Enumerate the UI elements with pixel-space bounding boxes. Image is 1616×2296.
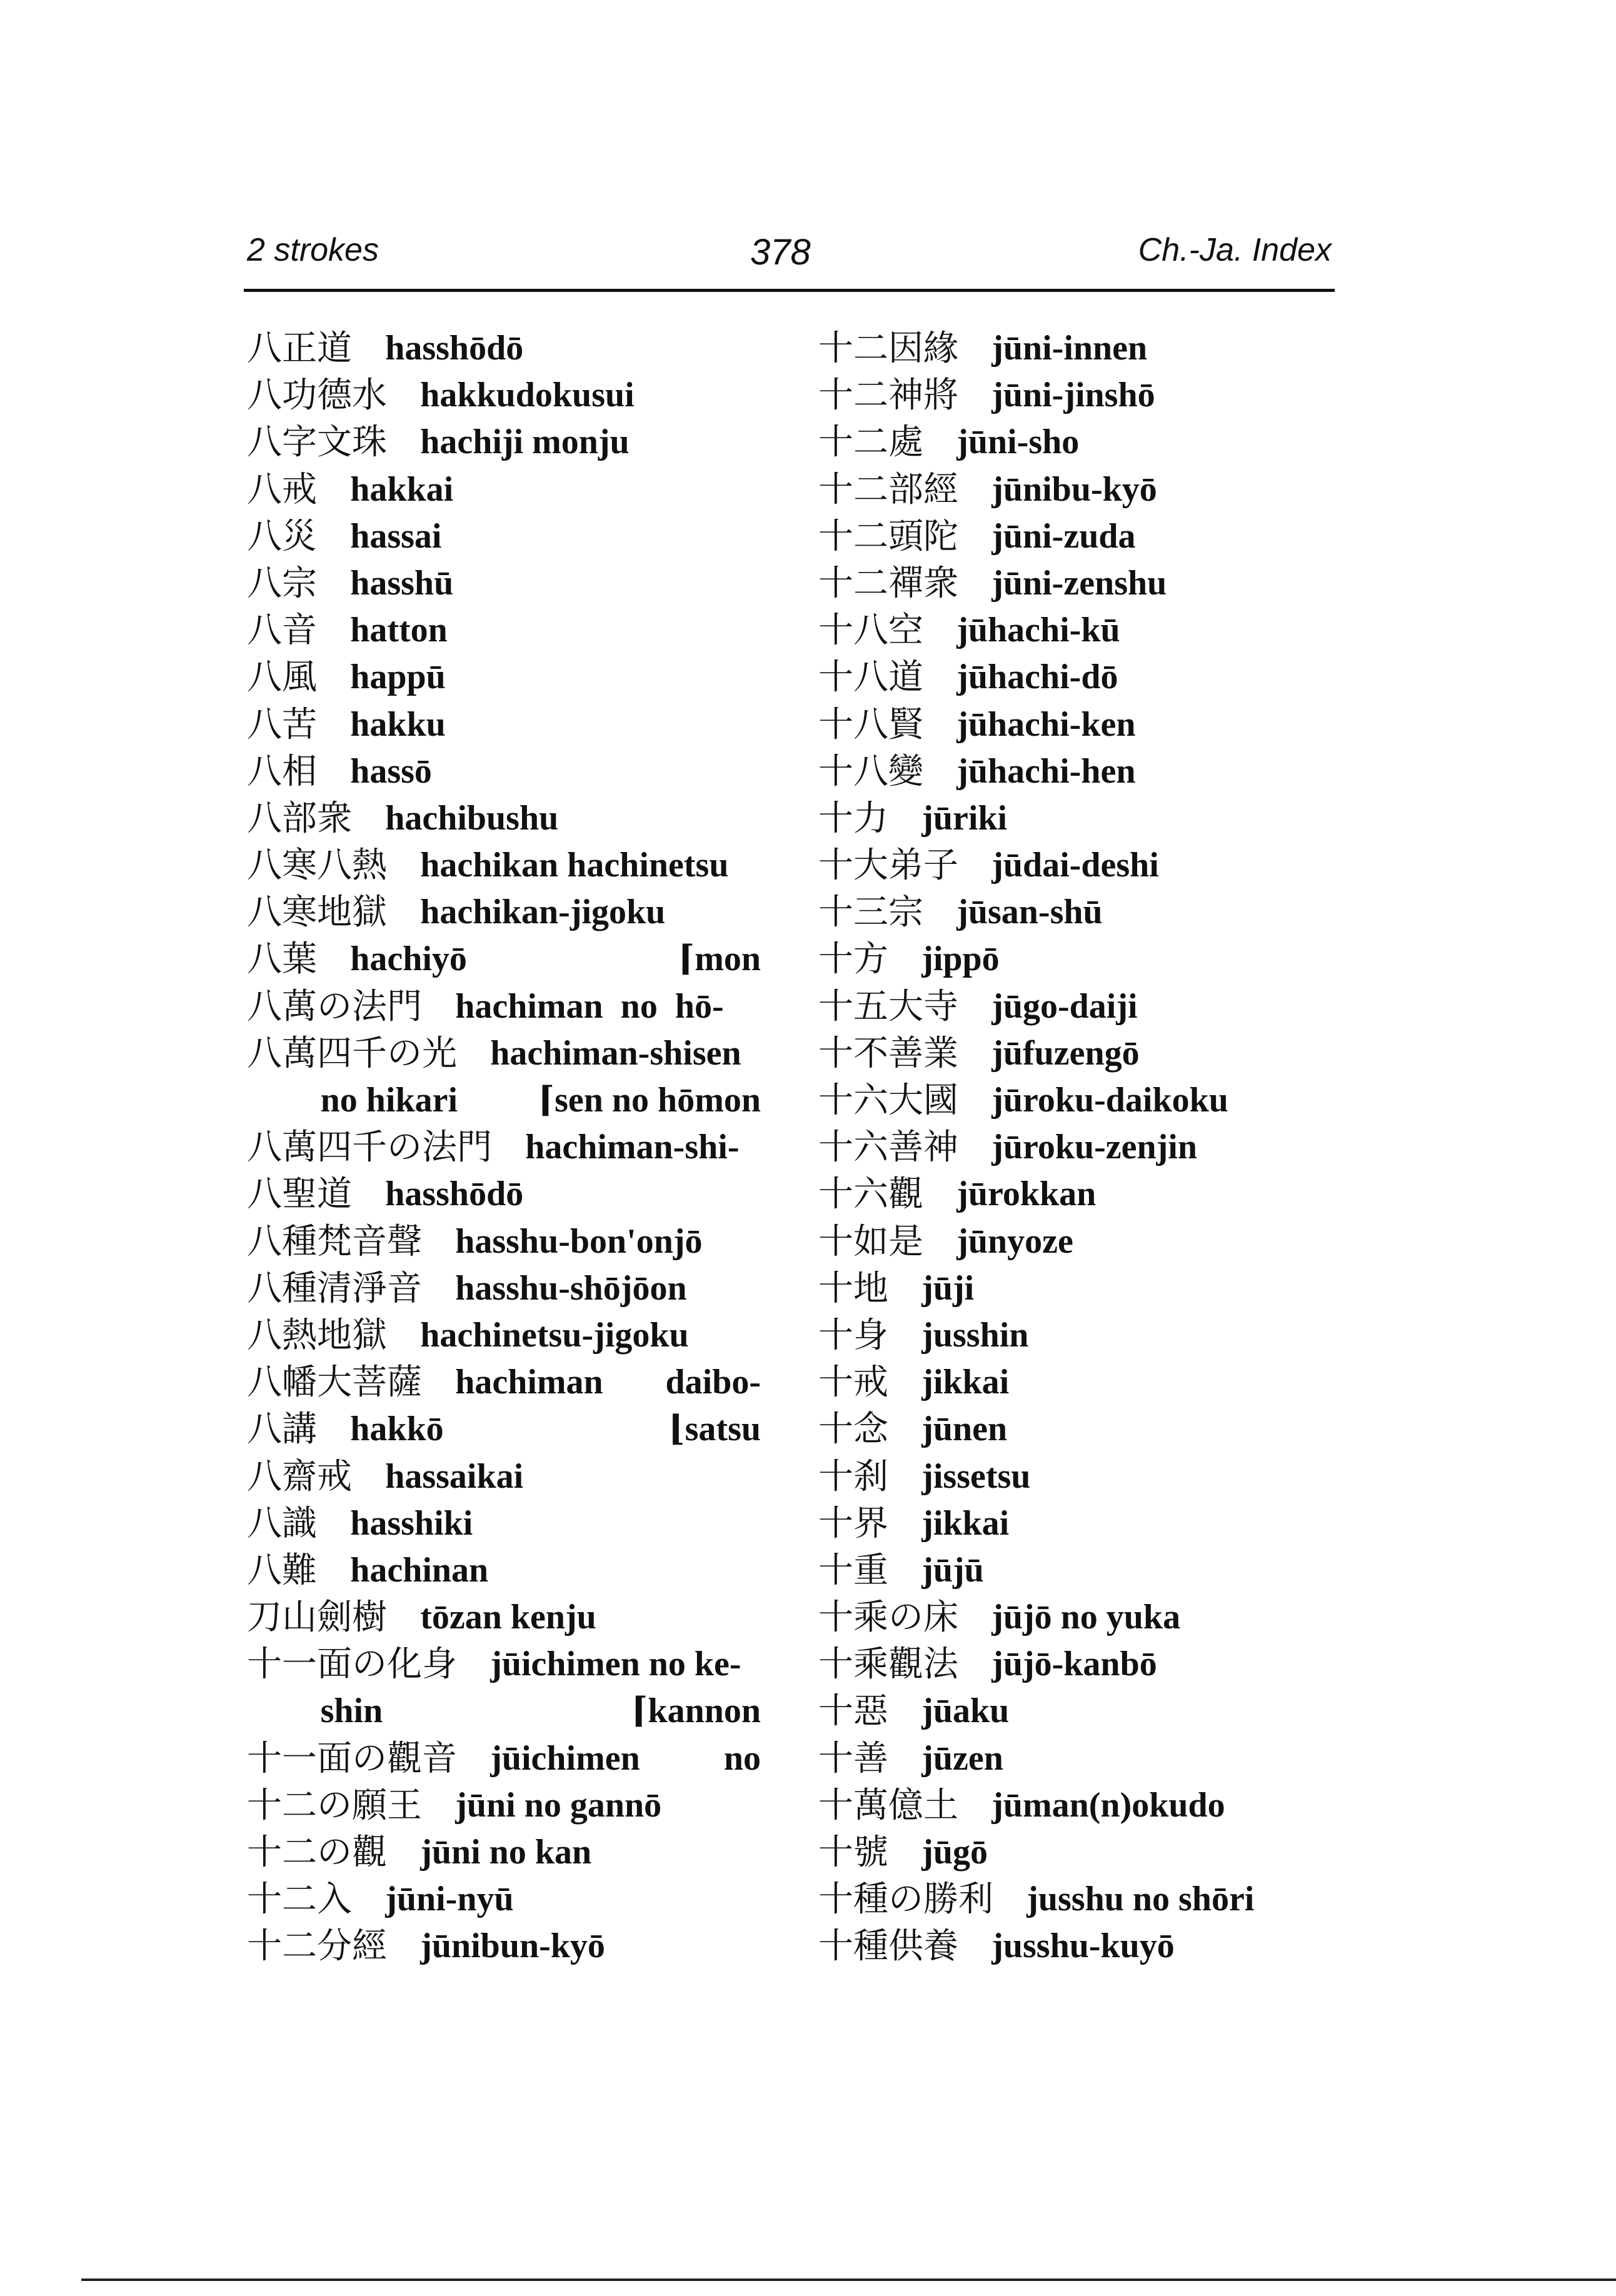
entry-reading: jūaku [921,1692,1010,1731]
entry-kanji: 八音 [247,610,317,651]
entry-reading: hassaikai [385,1456,524,1496]
entry-kanji: 八字文珠 [247,422,387,463]
index-entry [818,1829,1306,1876]
entry-reading: jūgo-daiji [991,986,1138,1026]
entry-reading: hachiji monju [420,423,630,462]
entry-reading: hachiyō [350,940,467,979]
index-entry [247,325,761,372]
page-number: 378 [750,232,811,273]
index-entry [247,560,761,607]
entry-kanji: 十萬億土 [818,1785,958,1826]
entry-reading: jūni no kan [420,1833,592,1872]
entry-kanji: 八講 [247,1409,317,1450]
entry-kanji: 十戒 [818,1362,888,1403]
entry-kanji: 十種の勝利 [818,1879,993,1920]
entry-kanji: 八葉 [247,939,317,980]
entry-reading: hasshōdō [385,1175,524,1214]
index-entry-continuation [247,1688,761,1735]
entry-kanji: 十五大寺 [818,986,958,1027]
index-entry [818,1500,1306,1547]
entry-kanji: 八戒 [247,469,317,510]
entry-reading: jūni-zuda [991,516,1136,556]
entry-kanji: 十二處 [818,422,923,463]
entry-kanji: 八種梵音聲 [247,1221,422,1262]
entry-reading: shin [320,1692,383,1731]
entry-kanji: 十二入 [247,1879,352,1920]
entry-reading: jūni-nyū [385,1880,514,1919]
entry-kanji: 十二神將 [818,375,958,416]
index-entry [818,1124,1306,1171]
index-entry [818,1735,1306,1782]
index-entry [818,936,1306,983]
entry-kanji: 十八道 [818,657,923,698]
entry-reading: jūdai-deshi [991,846,1159,885]
index-entry [818,325,1306,372]
index-column-right [818,325,1306,1970]
entry-reading: hakku [350,704,446,744]
entry-kanji: 十二分經 [247,1926,387,1967]
entry-kanji: 十六善神 [818,1127,958,1168]
entry-reading: jūni-sho [956,423,1080,462]
entry-kanji: 十一面の化身 [247,1644,457,1685]
index-entry [818,1171,1306,1218]
index-entry [247,607,761,654]
entry-reading: happū [350,658,446,697]
index-entry [247,1829,761,1876]
entry-reading: jūjō no yuka [991,1598,1181,1637]
index-entry [247,1876,761,1923]
index-entry [247,1594,761,1641]
index-entry [247,1923,761,1970]
entry-reading: hasshōdō [385,329,524,368]
index-entry [818,1359,1306,1406]
entry-reading: jusshu-kuyō [991,1927,1175,1966]
entry-kanji: 八萬四千の光 [247,1033,457,1074]
index-entry [818,372,1306,419]
index-entry [818,1688,1306,1735]
index-entry [247,466,761,513]
entry-kanji: 八寒地獄 [247,892,387,933]
entry-reading: jūjū [921,1550,984,1590]
entry-kanji: 十界 [818,1503,888,1544]
entry-reading: hassai [350,516,442,556]
entry-reading: hasshiki [350,1503,473,1543]
entry-kanji: 八寒八熱 [247,845,387,886]
index-entry [247,1171,761,1218]
entry-reading: jūhachi-kū [956,611,1120,650]
entry-reading: jūjō-kanbō [991,1645,1157,1684]
entry-kanji: 十六大國 [818,1080,958,1121]
entry-continuation-note: ⌊satsu [668,1410,761,1449]
entry-kanji: 八風 [247,657,317,698]
entry-kanji: 十二の願王 [247,1785,422,1826]
entry-reading: hasshu-shōjōon [455,1268,687,1308]
entry-reading: hatton [350,611,448,650]
entry-reading: hassō [350,751,432,791]
index-entry [818,1923,1306,1970]
index-entry [247,1406,761,1453]
index-entry [247,1124,761,1171]
entry-reading: hachiman [455,1363,603,1402]
entry-continuation-note: ⌈kannon [631,1692,761,1731]
entry-reading: jūnen [921,1410,1008,1449]
entry-kanji: 十重 [818,1550,888,1591]
index-entry [818,842,1306,889]
entry-reading: jusshin [921,1315,1029,1355]
entry-reading: jūnyoze [956,1221,1073,1261]
index-entry [247,701,761,748]
index-entry [818,419,1306,466]
entry-reading: hachiman-shi- [525,1128,740,1167]
entry-kanji: 八部衆 [247,798,352,839]
index-entry [247,1782,761,1829]
index-entry [247,1265,761,1312]
index-entry [818,983,1306,1030]
entry-kanji: 十二の觀 [247,1832,387,1873]
entry-reading: jūriki [921,798,1008,838]
entry-kanji: 十地 [818,1268,888,1309]
entry-kanji: 十六觀 [818,1174,923,1215]
entry-kanji: 十八變 [818,751,923,792]
entry-reading: hasshu-bon'onjō [455,1221,703,1261]
entry-reading: jūnibu-kyō [991,469,1157,509]
index-entry [818,1547,1306,1594]
entry-continuation-note: ⌈mon [678,940,761,979]
entry-kanji: 八正道 [247,328,352,369]
entry-kanji: 十力 [818,798,888,839]
entry-kanji: 十念 [818,1409,888,1450]
entry-reading: jūroku-daikoku [991,1081,1228,1120]
entry-kanji: 十乘の床 [818,1597,958,1638]
index-entry [818,1312,1306,1359]
entry-reading: no hikari [320,1081,458,1120]
index-entry [818,466,1306,513]
entry-reading: jippō [921,940,1000,979]
entry-kanji: 八識 [247,1503,317,1544]
entry-kanji: 十號 [818,1832,888,1873]
index-entry [247,1359,761,1406]
entry-reading: hakkudokusui [420,376,635,415]
entry-kanji: 八萬四千の法門 [247,1127,492,1168]
entry-kanji: 十種供養 [818,1926,958,1967]
index-entry [818,1218,1306,1265]
index-entry [247,889,761,936]
entry-reading: hachinetsu-jigoku [420,1315,689,1355]
index-entry [247,654,761,701]
index-entry [247,1641,761,1688]
index-entry [818,513,1306,560]
entry-reading: jūni no gannō [455,1785,662,1825]
index-entry [247,419,761,466]
index-entry [818,560,1306,607]
index-entry [818,1594,1306,1641]
index-entry [818,889,1306,936]
entry-kanji: 十三宗 [818,892,923,933]
entry-reading: jūji [921,1268,975,1308]
entry-kanji: 十八空 [818,610,923,651]
entry-reading: tōzan kenju [420,1598,596,1637]
entry-reading: jūhachi-ken [956,704,1136,744]
entry-kanji: 十二禪衆 [818,563,958,604]
index-entry [818,1782,1306,1829]
entry-reading: hakkō [350,1410,444,1449]
index-entry [247,1547,761,1594]
entry-reading: jūni-jinshō [991,376,1155,415]
entry-reading: hachiman-shisen [490,1033,741,1073]
entry-reading: jūichimen no ke- [490,1645,741,1684]
entry-reading: jūfuzengō [991,1033,1140,1073]
entry-kanji: 八齋戒 [247,1456,352,1497]
index-entry [818,654,1306,701]
entry-reading: jūnibun-kyō [420,1927,605,1966]
entry-kanji: 十一面の觀音 [247,1738,457,1779]
index-entry [818,701,1306,748]
entry-kanji: 十惡 [818,1691,888,1732]
entry-kanji: 八難 [247,1550,317,1591]
entry-reading: hakkai [350,469,454,509]
index-entry-continuation [247,1077,761,1124]
entry-reading: jūman(n)okudo [991,1785,1225,1825]
entry-reading: hachinan [350,1550,489,1590]
page-bottom-line [81,2278,1616,2281]
index-entry [247,372,761,419]
entry-reading: jūrokkan [956,1175,1097,1214]
entry-reading: jusshu no shōri [1026,1880,1255,1919]
index-entry [818,1453,1306,1500]
index-entry [247,1030,761,1077]
entry-kanji: 十二部經 [818,469,958,510]
entry-reading: jūhachi-hen [956,751,1136,791]
entry-kanji: 八聖道 [247,1174,352,1215]
entry-continuation-note: daibo- [665,1363,761,1402]
entry-kanji: 十身 [818,1315,888,1356]
index-entry [247,936,761,983]
entry-reading: jūichimen [490,1738,640,1778]
entry-kanji: 十方 [818,939,888,980]
index-entry [818,1077,1306,1124]
entry-continuation-note: ⌈sen no hōmon [538,1081,761,1120]
index-entry [247,1218,761,1265]
entry-reading: jikkai [921,1363,1010,1402]
entry-reading: hasshū [350,563,454,603]
entry-kanji: 十如是 [818,1221,923,1262]
entry-kanji: 十乘觀法 [818,1644,958,1685]
entry-reading: hachiman no hō- [455,986,724,1026]
entry-reading: jūgō [921,1833,988,1872]
entry-reading: hachikan hachinetsu [420,846,729,885]
entry-kanji: 十不善業 [818,1033,958,1074]
index-entry [247,1312,761,1359]
running-head-title: Ch.-Ja. Index [1138,232,1332,268]
entry-reading: jūsan-shū [956,893,1103,932]
entry-reading: jikkai [921,1503,1010,1543]
index-entry [818,1265,1306,1312]
entry-kanji: 八災 [247,516,317,557]
running-head-section: 2 strokes [247,232,379,268]
index-entry [247,842,761,889]
index-entry [818,1030,1306,1077]
entry-kanji: 八功德水 [247,375,387,416]
index-entry [247,1735,761,1782]
index-column-left [247,325,761,1970]
index-entry [247,1453,761,1500]
index-entry [247,748,761,795]
entry-kanji: 八宗 [247,563,317,604]
entry-kanji: 刀山劍樹 [247,1597,387,1638]
entry-kanji: 十八賢 [818,704,923,745]
entry-kanji: 八種清淨音 [247,1268,422,1309]
index-entry [818,1406,1306,1453]
entry-kanji: 十二頭陀 [818,516,958,557]
entry-kanji: 八相 [247,751,317,792]
index-entry [818,748,1306,795]
entry-reading: jissetsu [921,1456,1031,1496]
entry-reading: jūni-innen [991,329,1148,368]
index-entry [818,607,1306,654]
entry-reading: jūroku-zenjin [991,1128,1197,1167]
entry-kanji: 十二因緣 [818,328,958,369]
index-entry [818,1876,1306,1923]
entry-kanji: 十善 [818,1738,888,1779]
entry-kanji: 十刹 [818,1456,888,1497]
index-entry [247,795,761,842]
entry-kanji: 八幡大菩薩 [247,1362,422,1403]
entry-reading: hachibushu [385,798,559,838]
entry-reading: jūhachi-dō [956,658,1118,697]
index-entry [247,983,761,1030]
index-entry [818,1641,1306,1688]
index-entry [247,513,761,560]
entry-continuation-note: no [723,1738,761,1778]
index-entry [818,795,1306,842]
entry-kanji: 八萬の法門 [247,986,422,1027]
entry-reading: hachikan-jigoku [420,893,666,932]
index-entry [247,1500,761,1547]
entry-kanji: 十大弟子 [818,845,958,886]
entry-kanji: 八熱地獄 [247,1315,387,1356]
entry-reading: jūzen [921,1738,1003,1778]
header-rule [244,289,1335,292]
entry-kanji: 八苦 [247,704,317,745]
entry-reading: jūni-zenshu [991,563,1167,603]
